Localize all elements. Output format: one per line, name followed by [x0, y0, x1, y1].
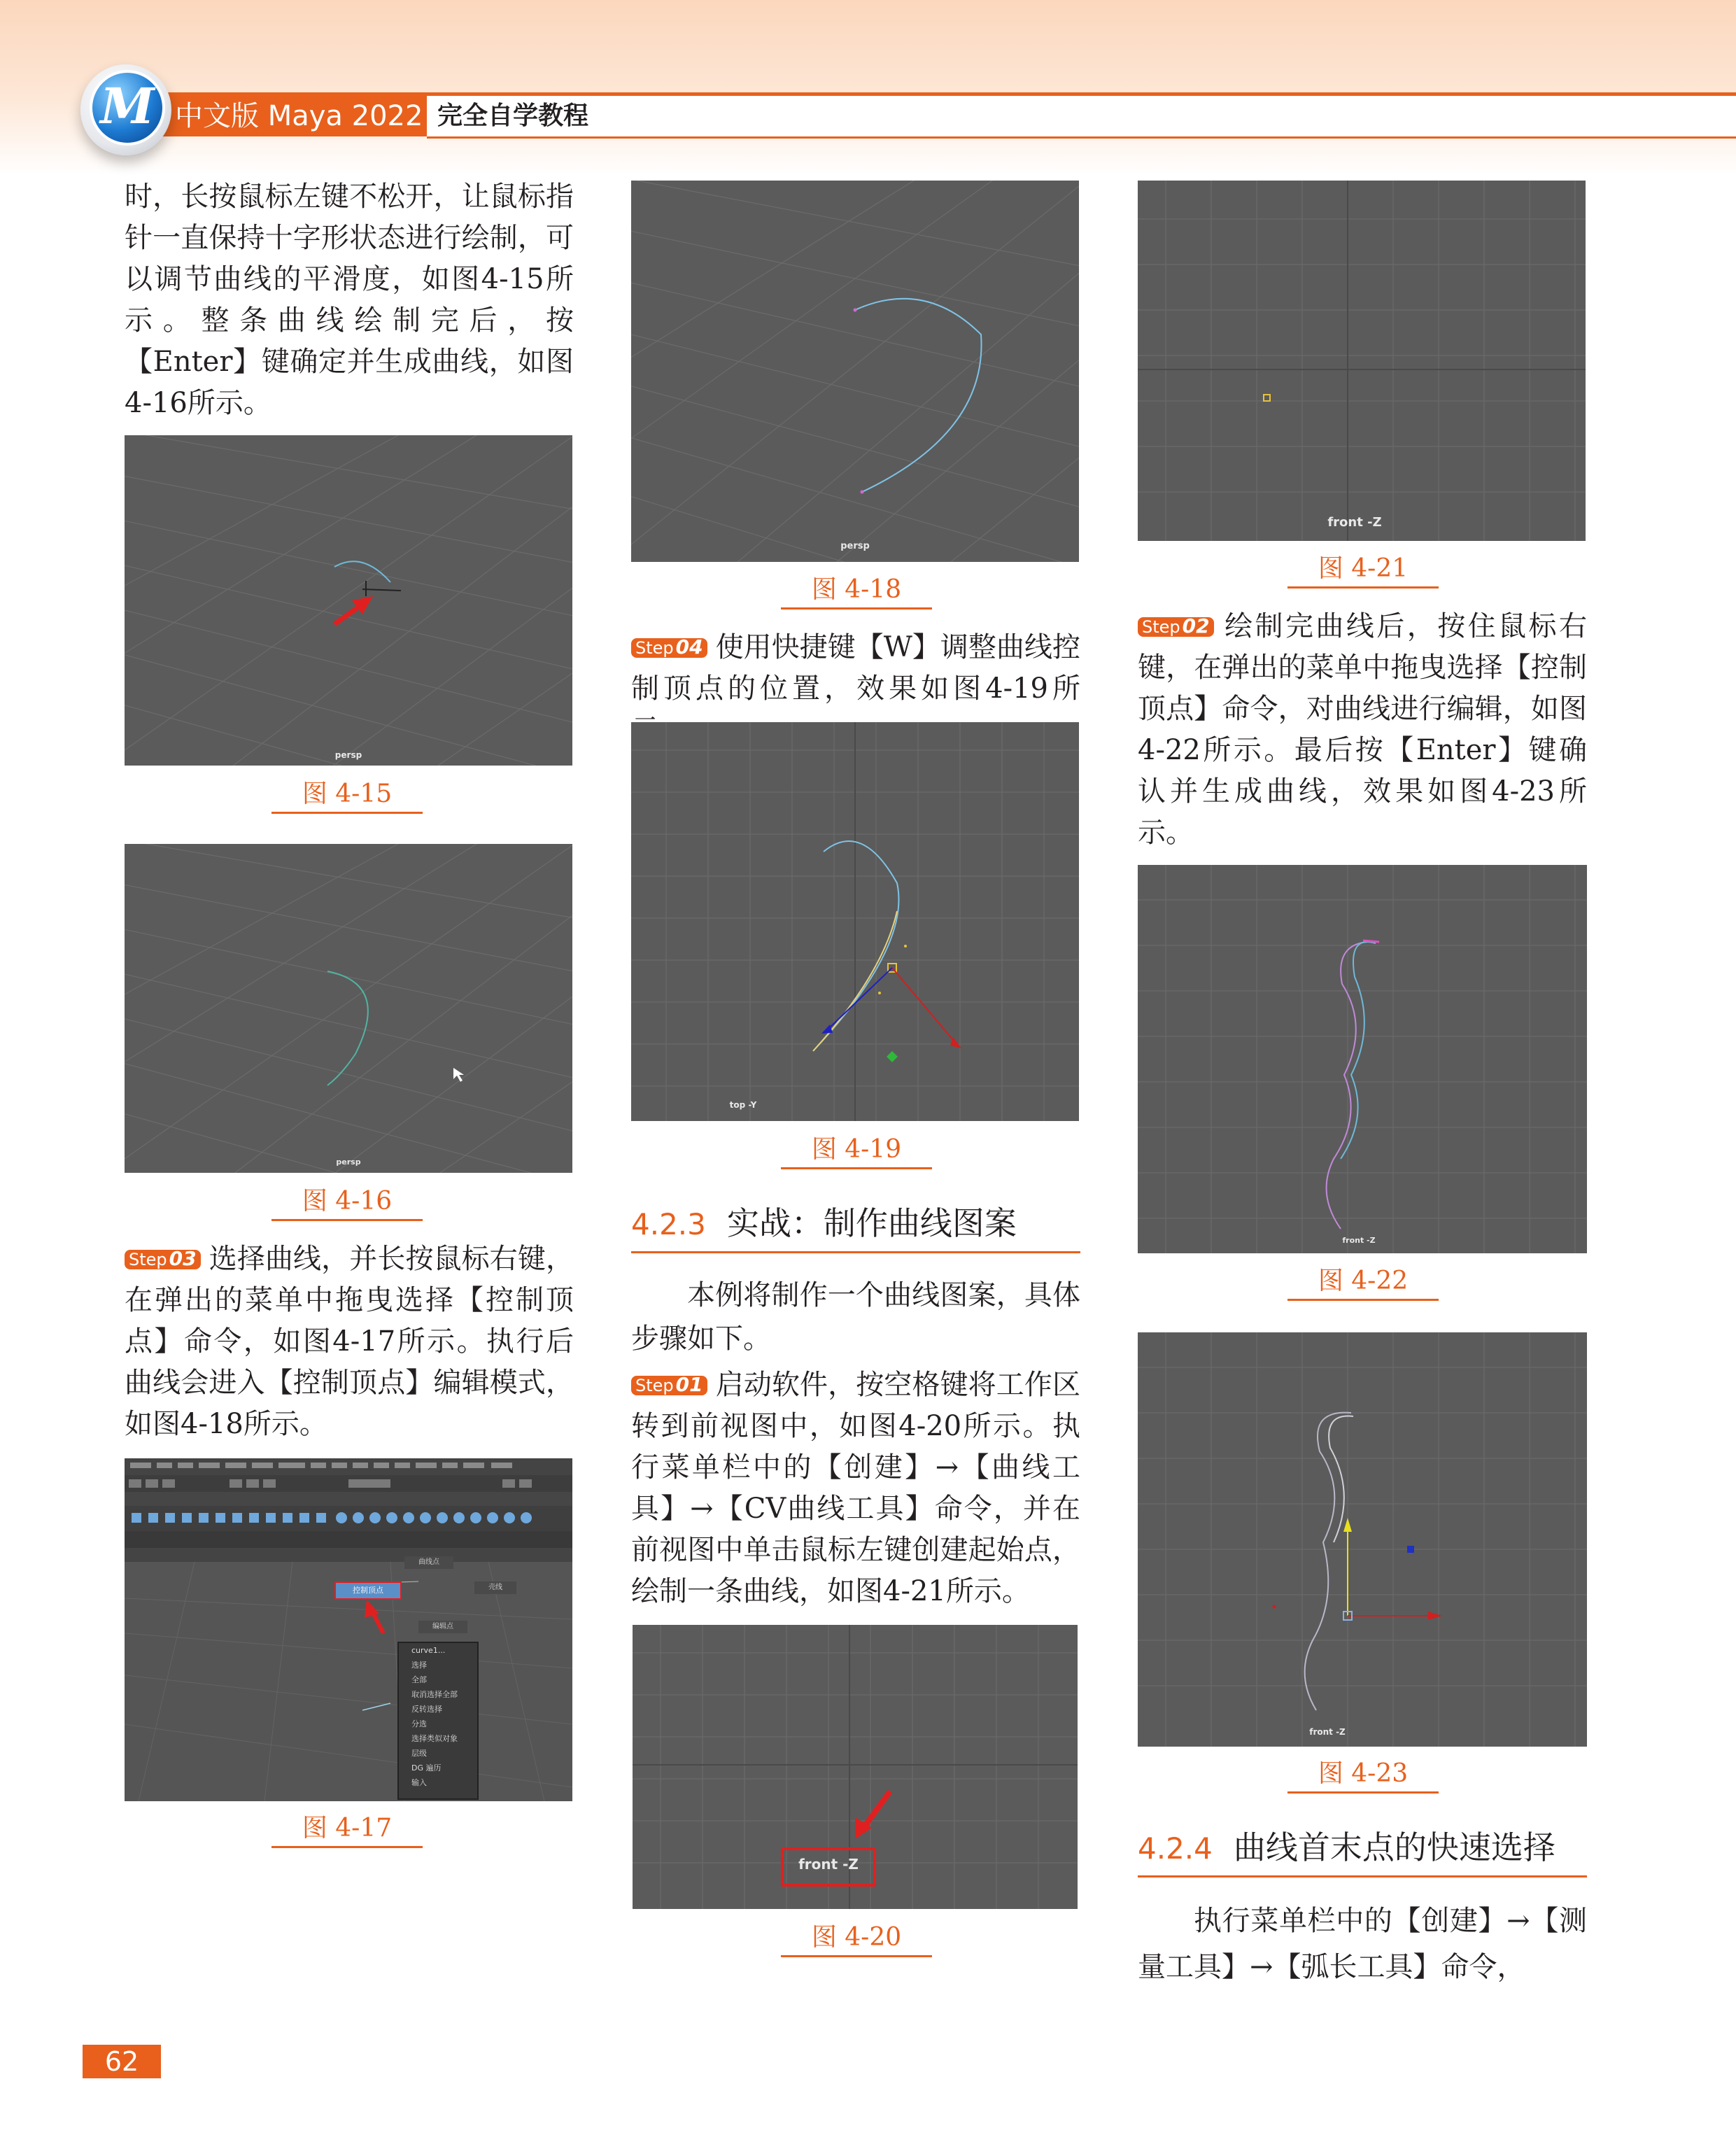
caption-fig-4-22: 图 4-22: [1287, 1264, 1439, 1301]
caption-fig-4-23: 图 4-23: [1287, 1756, 1439, 1794]
step-02-text: 绘制完曲线后，按住鼠标右键，在弹出的菜单中拖曳选择【控制顶点】命令，对曲线进行编辑，如图4-22所示。最后按【Enter】键确认并生成曲线，效果如图4-23所示。: [1138, 610, 1587, 849]
marking-menu-hull[interactable]: 壳线: [474, 1581, 516, 1594]
figure-4-20: [633, 1625, 1078, 1909]
viewport-label: persp: [336, 1157, 361, 1167]
step-03-paragraph: [125, 1239, 574, 1445]
section-heading-4-2-4: [1138, 1826, 1587, 1877]
red-arrow-icon: [334, 596, 373, 624]
viewport-label: persp: [334, 750, 362, 760]
figure-4-15: [125, 435, 572, 766]
figure-4-21: [1138, 181, 1586, 541]
col3-final-paragraph: 执行菜单栏中的【创建】→【测量工具】→【弧长工具】命令，: [1138, 1905, 1587, 1983]
perspective-grid: [631, 181, 1079, 562]
col1-paragraph-1: 时，长按鼠标左键不松开，让鼠标指针一直保持十字形状态进行绘制，可以调节曲线的平滑度，如图4-15所示。整条曲线绘制完后，按【Enter】键确定并生成曲线，如图4-16所示。: [125, 181, 574, 419]
menu-item[interactable]: DG 遍历: [411, 1763, 442, 1773]
header-subtitle-bar: [427, 96, 1736, 139]
marking-menu-edit-point[interactable]: 编辑点: [418, 1621, 467, 1633]
menu-item[interactable]: 选择类似对象: [411, 1734, 458, 1743]
menu-item[interactable]: 全部: [411, 1675, 427, 1684]
caption-fig-4-15: 图 4-15: [271, 777, 423, 814]
front-view-grid: [1138, 865, 1587, 1253]
header-band: [0, 0, 1736, 175]
step-03-badge: Step 03: [125, 1250, 201, 1269]
front-view-grid: [1138, 1332, 1587, 1747]
menu-item[interactable]: curve1...: [411, 1646, 446, 1655]
cursor-icon: [453, 1068, 464, 1082]
red-arrow-icon: [855, 1791, 890, 1839]
menu-item[interactable]: 层级: [411, 1749, 427, 1758]
maya-ui-screenshot: [125, 1458, 572, 1801]
figure-4-18: [631, 181, 1079, 562]
green-handle-icon: [887, 1051, 898, 1062]
menu-item[interactable]: 反转选择: [411, 1705, 442, 1714]
step-04-text: 使用快捷键【W】调整曲线控制顶点的位置，效果如图4-19所: [631, 631, 1080, 705]
menu-item[interactable]: 分选: [411, 1719, 427, 1728]
figure-4-19: [631, 722, 1079, 1121]
figure-4-23: [1138, 1332, 1587, 1747]
marking-menu-cv[interactable]: 控制顶点: [334, 1581, 402, 1600]
caption-fig-4-18: 图 4-18: [781, 572, 932, 610]
caption-fig-4-16: 图 4-16: [271, 1184, 423, 1221]
menu-item[interactable]: 输入: [411, 1778, 427, 1787]
viewport-label: top -Y: [729, 1100, 757, 1110]
viewport-label: front -Z: [1309, 1727, 1346, 1737]
caption-fig-4-20: 图 4-20: [781, 1920, 932, 1957]
step-01-paragraph: [631, 1365, 1080, 1612]
perspective-grid: [125, 435, 572, 766]
context-menu: [397, 1642, 479, 1800]
front-view-grid: [1138, 181, 1586, 541]
section-intro: 本例将制作一个曲线图案，具体步骤如下。: [631, 1279, 1080, 1355]
step-02-badge: Step 02: [1138, 617, 1214, 637]
figure-4-17: [125, 1458, 572, 1801]
figure-4-22: [1138, 865, 1587, 1253]
section-title: 曲线首末点的快速选择: [1233, 1829, 1555, 1866]
viewport-label: front -Z: [798, 1856, 859, 1873]
step-01-text: 启动软件，按空格键将工作区转到前视图中，如图4-20所示。执行菜单栏中的【创建】→【曲线工具】→【CV曲线工具】命令，并在前视图中单击鼠标左键创建起始点，绘制一条曲线，如图4-21所示。: [631, 1369, 1080, 1607]
top-view-grid: [631, 722, 1079, 1121]
menu-item[interactable]: 取消选择全部: [411, 1690, 458, 1699]
step-04-badge: Step 04: [631, 638, 707, 658]
viewport-label: front -Z: [1327, 515, 1382, 530]
figure-4-16: [125, 844, 572, 1173]
caption-fig-4-17: 图 4-17: [271, 1811, 423, 1848]
step-02-paragraph: [1138, 606, 1587, 854]
section-heading-4-2-3: [631, 1202, 1080, 1253]
red-arrow-icon: [365, 1600, 383, 1633]
viewport-label: front -Z: [1342, 1236, 1376, 1245]
caption-fig-4-21: 图 4-21: [1287, 551, 1439, 589]
marking-menu-curve-point[interactable]: 曲线点: [404, 1556, 453, 1569]
viewport-label: persp: [840, 541, 870, 551]
section-number: 4.2.3: [631, 1207, 706, 1241]
maya-logo-letter: M: [100, 77, 155, 135]
section-title: 实战：制作曲线图案: [726, 1204, 1017, 1242]
menu-item[interactable]: 选择: [411, 1661, 427, 1670]
page-number: 62: [83, 2045, 161, 2078]
book-subtitle: 完全自学教程: [437, 101, 589, 130]
caption-fig-4-19: 图 4-19: [781, 1132, 932, 1169]
book-title: 中文版 Maya 2022: [175, 100, 423, 132]
step-03-text: 选择曲线，并长按鼠标右键，在弹出的菜单中拖曳选择【控制顶点】命令，如图4-17所示。执行后曲线会进入【控制顶点】编辑模式，如图4-18所示。: [125, 1243, 574, 1440]
step-01-badge: Step 01: [631, 1376, 707, 1395]
section-number: 4.2.4: [1138, 1831, 1213, 1866]
perspective-grid: [125, 844, 572, 1173]
